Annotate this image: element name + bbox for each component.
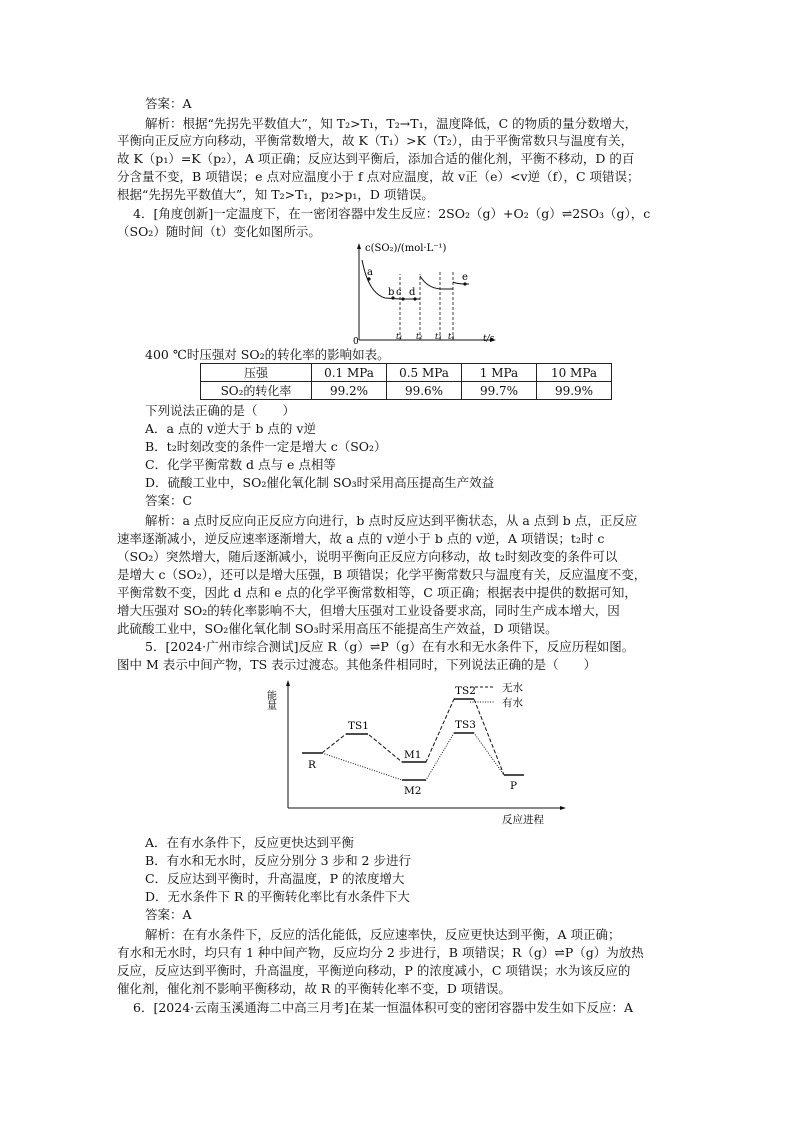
label-M1: M1	[404, 749, 422, 761]
option-4-b: B．t₂时刻改变的条件一定是增大 c（SO₂）	[145, 439, 387, 454]
question-4-stem: 4．[角度创新]一定温度下，在一密闭容器中发生反应：2SO₂（g）+O₂（g）⇌2SO₃（g），c	[133, 206, 651, 221]
legend-dry: 无水	[502, 682, 523, 694]
explanation-q5-line: 有水和无水时，均只有 1 种中间产物，反应均分 2 步进行，B 项错误；R（g）⇌P（g）为放热	[117, 945, 644, 960]
point-c	[401, 297, 404, 300]
explanation-q3-line: 根据“先拐先平数值大”，知 T₂>T₁，p₂>p₁，D 项错误。	[117, 187, 434, 202]
label-e: e	[462, 272, 468, 283]
table-cell: 99.7%	[462, 382, 537, 400]
table-row	[201, 364, 612, 382]
tick-t1: t₁	[396, 332, 403, 341]
option-4-d: D．硫酸工业中，SO₂催化氧化制 SO₃时采用高压提高生产效益	[145, 475, 495, 490]
label-R: R	[308, 759, 316, 771]
question-4-stem: （SO₂）随时间（t）变化如图所示。	[117, 224, 321, 239]
concentration-time-graph	[345, 240, 505, 346]
explanation-q4-line: （SO₂）突然增大，随后逐渐减小，说明平衡向正反应方向移动，故 t₂时刻改变的条件可以	[117, 549, 618, 564]
question-4-table-intro: 400 ℃时压强对 SO₂的转化率的影响如表。	[145, 347, 390, 362]
label-TS3: TS3	[455, 719, 476, 731]
option-4-c: C．化学平衡常数 d 点与 e 点相等	[145, 457, 336, 472]
graph2-ylabel: 能量	[264, 690, 276, 710]
explanation-q4-line: 是增大 c（SO₂），还可以是增大压强，B 项错误；化学平衡常数只与温度有关，反应温度不变，	[117, 567, 647, 582]
label-b: b	[388, 287, 395, 298]
label-M2: M2	[404, 785, 422, 797]
question-5-stem: 图中 M 表示中间产物，TS 表示过渡态。其他条件相同时，下列说法正确的是（ ）	[117, 657, 597, 672]
table-cell: 10 MPa	[537, 364, 612, 382]
graph1-ylabel: c(SO₂)/(mol·L⁻¹)	[365, 243, 447, 254]
explanation-q5-line: 解析：在有水条件下，反应的活化能低，反应速率快，反应更快达到平衡，A 项正确；	[145, 927, 621, 942]
table-cell: 1 MPa	[462, 364, 537, 382]
explanation-q4-line: 增大压强对 SO₂的转化率影响不大，但增大压强对工业设备要求高，同时生产成本增大，因	[117, 603, 620, 618]
question-4-prompt: 下列说法正确的是（ ）	[145, 403, 296, 418]
option-5-a: A．在有水条件下，反应更快达到平衡	[145, 835, 355, 850]
label-TS2: TS2	[455, 685, 476, 697]
graph2-xlabel: 反应进程	[502, 814, 544, 826]
label-P: P	[510, 780, 518, 792]
explanation-q4-line: 解析：a 点时反应向正反应方向进行，b 点时反应达到平衡状态，从 a 点到 b 点，正反应	[145, 513, 638, 528]
answer-q5: 答案：A	[145, 907, 192, 922]
explanation-q3-line: 解析：根据“先拐先平数值大”，知 T₂>T₁，T₂→T₁，温度降低，C 的物质的量分数增大，	[145, 116, 638, 131]
answer-q3: 答案：A	[145, 96, 192, 111]
label-c: c	[396, 287, 402, 298]
table-row	[201, 382, 612, 400]
explanation-q3-line: 平衡向正反应方向移动，平衡常数增大，故 K（T₁）>K（T₂），由于平衡常数只与温度有关，	[117, 133, 634, 148]
table-cell: 99.2%	[312, 382, 387, 400]
question-5-stem: 5．[2024·广州市综合测试]反应 R（g）⇌P（g）在有水和无水条件下，反应历程如图。	[145, 639, 635, 654]
curve-segment-3	[420, 276, 453, 289]
graph1-origin: 0	[353, 337, 359, 347]
option-5-c: C．反应达到平衡时，升高温度，P 的浓度增大	[145, 871, 405, 886]
label-a: a	[367, 267, 373, 278]
explanation-q5-line: 催化剂，催化剂不影响平衡移动，故 R 的平衡转化率不变，D 项错误。	[117, 981, 511, 996]
table-cell: 0.1 MPa	[312, 364, 387, 382]
explanation-q4-line: 此硫酸工业中，SO₂催化氧化制 SO₃时采用高压不能提高生产效益，D 项错误。	[117, 621, 558, 636]
tick-t4: t₄	[448, 332, 455, 341]
answer-q4: 答案：C	[145, 493, 193, 508]
explanation-q4-line: 速率逐渐减小，逆反应速率逐渐增大，故 a 点的 v逆小于 b 点的 v逆，A 项错误；t₂时 c	[117, 531, 605, 546]
legend-wet: 有水	[502, 697, 523, 709]
tick-t2: t₂	[416, 332, 423, 341]
question-6-stem: 6．[2024·云南玉溪通海二中高三月考]在某一恒温体积可变的密闭容器中发生如下反应：A	[133, 1000, 634, 1015]
label-TS1: TS1	[348, 720, 369, 732]
table-cell: 99.9%	[537, 382, 612, 400]
table-cell: 0.5 MPa	[387, 364, 462, 382]
explanation-q5-line: 反应，反应达到平衡时，升高温度，平衡逆向移动，P 的浓度减小，C 项错误；水为该反应的	[117, 963, 631, 978]
energy-profile-diagram	[264, 676, 570, 826]
explanation-q3-line: 分含量不变，B 项错误；e 点对应温度小于 f 点对应温度，故 v正（e）<v逆（f），C 项错误；	[117, 169, 640, 184]
table-header-cell: 压强	[201, 364, 312, 382]
pressure-conversion-table	[200, 363, 612, 400]
table-cell: 99.6%	[387, 382, 462, 400]
tick-t3: t₃	[435, 332, 442, 341]
graph1-xlabel: t/s	[483, 334, 495, 344]
explanation-q3-line: 故 K（p₁）=K（p₂），A 项正确；反应达到平衡后，添加合适的催化剂，平衡不移动，D 的百	[117, 151, 635, 166]
label-d: d	[409, 287, 416, 298]
option-5-b: B．有水和无水时，反应分别分 3 步和 2 步进行	[145, 853, 411, 868]
option-4-a: A．a 点的 v逆大于 b 点的 v逆	[145, 421, 316, 436]
explanation-q4-line: 平衡常数不变，因此 d 点和 e 点的化学平衡常数相等，C 项正确；根据表中提供的数据可知，	[117, 585, 637, 600]
option-5-d: D．无水条件下 R 的平衡转化率比有水条件下大	[145, 889, 410, 904]
table-header-cell: SO₂的转化率	[201, 382, 312, 400]
